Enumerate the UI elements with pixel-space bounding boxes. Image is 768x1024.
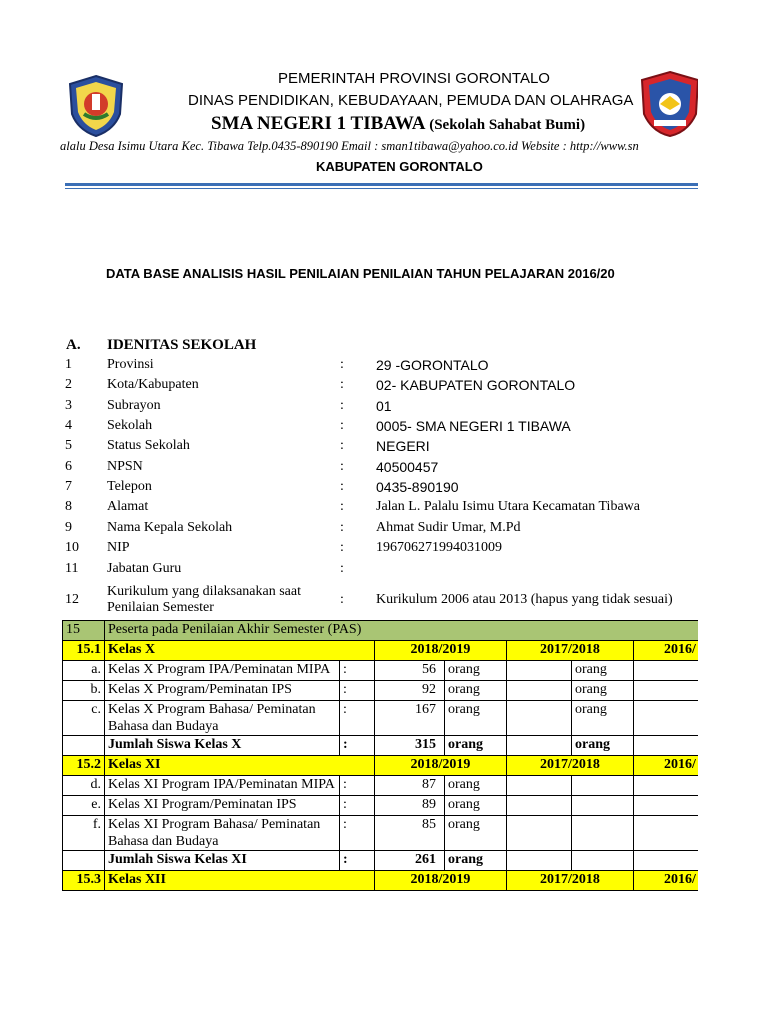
group-header-row — [63, 871, 699, 891]
total-colon: : — [340, 736, 375, 756]
row-unit: orang — [445, 796, 507, 816]
pas-header-row — [63, 621, 699, 641]
identity-row — [0, 520, 698, 540]
row-empty — [507, 661, 572, 681]
group-label: Kelas XII — [105, 871, 375, 891]
row-empty — [634, 796, 699, 816]
row-colon: : — [340, 776, 375, 796]
total-empty — [634, 851, 699, 871]
header-school-name — [211, 113, 698, 135]
group-header-row — [63, 641, 699, 661]
total-empty — [507, 736, 572, 756]
identity-row — [0, 499, 698, 519]
identity-number: 6 — [65, 459, 72, 474]
identity-label: Kota/Kabupaten — [107, 377, 199, 392]
row-unit: orang — [445, 681, 507, 701]
group-number: 15.2 — [63, 756, 105, 776]
row-colon: : — [340, 661, 375, 681]
row-unit: orang — [572, 681, 634, 701]
identity-colon: : — [340, 479, 344, 494]
year-header: 2018/2019 — [375, 871, 507, 891]
row-value: 56 — [375, 661, 445, 681]
identity-label: NIP — [107, 540, 130, 555]
identity-colon: : — [340, 499, 344, 514]
row-empty — [634, 681, 699, 701]
identity-number: 9 — [65, 520, 72, 535]
total-empty — [63, 851, 105, 871]
year-header: 2017/2018 — [507, 756, 634, 776]
row-empty — [507, 816, 572, 851]
row-letter: e. — [63, 796, 105, 816]
group-header-row — [63, 756, 699, 776]
identity-colon: : — [340, 459, 344, 474]
row-colon: : — [340, 681, 375, 701]
identity-number: 8 — [65, 499, 72, 514]
identity-number: 4 — [65, 418, 72, 433]
school-tagline: (Sekolah Sahabat Bumi) — [429, 117, 586, 133]
row-letter: a. — [63, 661, 105, 681]
total-label: Jumlah Siswa Kelas XI — [105, 851, 340, 871]
row-unit: orang — [572, 661, 634, 681]
identity-label: Jabatan Guru — [107, 561, 182, 576]
identity-number: 3 — [65, 398, 72, 413]
total-empty — [507, 851, 572, 871]
row-empty — [507, 701, 572, 736]
participant-table — [62, 620, 698, 891]
total-value: 261 — [375, 851, 445, 871]
year-header: 2018/2019 — [375, 641, 507, 661]
row-value: 89 — [375, 796, 445, 816]
table-row — [63, 796, 699, 816]
section-title: IDENITAS SEKOLAH — [107, 337, 257, 353]
header-divider — [65, 183, 698, 186]
total-unit — [572, 851, 634, 871]
identity-row — [0, 459, 698, 479]
year-header: 2016/ — [634, 871, 699, 891]
header-regency: KABUPATEN GORONTALO — [316, 159, 483, 174]
row-unit: orang — [572, 701, 634, 736]
identity-label: NPSN — [107, 459, 143, 474]
identity-number: 7 — [65, 479, 72, 494]
pas-label: Peserta pada Penilaian Akhir Semester (PAS) — [105, 621, 699, 641]
document-title: DATA BASE ANALISIS HASIL PENILAIAN PENILAIAN TAHUN PELAJARAN 2016/20 — [106, 266, 615, 281]
table-row — [63, 661, 699, 681]
row-colon: : — [340, 796, 375, 816]
total-unit: orang — [572, 736, 634, 756]
identity-row — [0, 398, 698, 418]
header-government-line: PEMERINTAH PROVINSI GORONTALO — [278, 70, 550, 87]
identity-label: Status Sekolah — [107, 438, 190, 453]
identity-number: 1 — [65, 357, 72, 372]
year-header: 2018/2019 — [375, 756, 507, 776]
identity-value: 196706271994031009 — [376, 540, 502, 555]
total-unit: orang — [445, 851, 507, 871]
identity-label: Sekolah — [107, 418, 153, 433]
total-unit: orang — [445, 736, 507, 756]
row-unit: orang — [445, 816, 507, 851]
row-unit — [572, 776, 634, 796]
row-label: Kelas X Program/Peminatan IPS — [105, 681, 340, 701]
identity-value: 02- KABUPATEN GORONTALO — [376, 377, 576, 393]
row-empty — [507, 681, 572, 701]
total-row — [63, 736, 699, 756]
identity-value: 0005- SMA NEGERI 1 TIBAWA — [376, 418, 571, 434]
row-label: Kelas X Program IPA/Peminatan MIPA — [105, 661, 340, 681]
row-value: 87 — [375, 776, 445, 796]
identity-label: Kurikulum yang dilaksanakan saat Penilaian Semester — [107, 584, 302, 615]
row-value: 167 — [375, 701, 445, 736]
row-colon: : — [340, 701, 375, 736]
identity-label: Telepon — [107, 479, 152, 494]
identity-value: 29 -GORONTALO — [376, 357, 489, 373]
identity-value: NEGERI — [376, 438, 430, 454]
identity-value: 0435-890190 — [376, 479, 459, 495]
identity-value: Jalan L. Palalu Isimu Utara Kecamatan Tibawa — [376, 499, 640, 514]
row-value: 85 — [375, 816, 445, 851]
province-crest-logo — [66, 74, 126, 138]
identity-row — [0, 377, 698, 397]
row-label: Kelas XI Program Bahasa/ Peminatan Bahasa dan Budaya — [105, 816, 340, 851]
identity-number: 2 — [65, 377, 72, 392]
row-letter: b. — [63, 681, 105, 701]
identity-row — [0, 357, 698, 377]
pas-number: 15 — [63, 621, 105, 641]
table-row — [63, 776, 699, 796]
header-divider-thin — [65, 188, 698, 189]
identity-number: 12 — [65, 592, 79, 607]
identity-colon: : — [340, 418, 344, 433]
identity-label: Alamat — [107, 499, 149, 514]
identity-colon: : — [340, 520, 344, 535]
row-empty — [634, 701, 699, 736]
table-row — [63, 816, 699, 851]
section-letter: A. — [66, 337, 81, 353]
identity-row — [0, 479, 698, 499]
identity-number: 10 — [65, 540, 79, 555]
identity-colon: : — [340, 592, 344, 607]
header-address-line: alalu Desa Isimu Utara Kec. Tibawa Telp.0435-890190 Email : sman1tibawa@yahoo.co.id Website : http://www.sn — [60, 139, 639, 153]
identity-number: 5 — [65, 438, 72, 453]
row-value: 92 — [375, 681, 445, 701]
row-empty — [634, 776, 699, 796]
row-empty — [634, 661, 699, 681]
identity-label: Subrayon — [107, 398, 161, 413]
row-label: Kelas XI Program/Peminatan IPS — [105, 796, 340, 816]
identity-colon: : — [340, 561, 344, 576]
group-number: 15.1 — [63, 641, 105, 661]
identity-row — [0, 561, 698, 581]
identity-colon: : — [340, 398, 344, 413]
header-department-line: DINAS PENDIDIKAN, KEBUDAYAAN, PEMUDA DAN OLAHRAGA — [188, 92, 634, 109]
identity-label: Nama Kepala Sekolah — [107, 520, 233, 535]
identity-colon: : — [340, 438, 344, 453]
row-letter: c. — [63, 701, 105, 736]
year-header: 2016/ — [634, 756, 699, 776]
identity-value: Ahmat Sudir Umar, M.Pd — [376, 520, 521, 535]
identity-colon: : — [340, 377, 344, 392]
school-name: SMA NEGERI 1 TIBAWA — [211, 113, 425, 134]
row-empty — [507, 776, 572, 796]
row-unit: orang — [445, 776, 507, 796]
identity-number: 11 — [65, 561, 79, 576]
group-label: Kelas XI — [105, 756, 375, 776]
row-colon: : — [340, 816, 375, 851]
total-colon: : — [340, 851, 375, 871]
table-row — [63, 681, 699, 701]
row-letter: f. — [63, 816, 105, 851]
row-label: Kelas X Program Bahasa/ Peminatan Bahasa dan Budaya — [105, 701, 340, 736]
row-unit — [572, 816, 634, 851]
year-header: 2017/2018 — [507, 871, 634, 891]
identity-row — [0, 584, 698, 615]
table-row — [63, 701, 699, 736]
identity-colon: : — [340, 540, 344, 555]
identity-label: Provinsi — [107, 357, 154, 372]
row-unit: orang — [445, 701, 507, 736]
identity-colon: : — [340, 357, 344, 372]
identity-value: 01 — [376, 398, 392, 414]
row-letter: d. — [63, 776, 105, 796]
total-label: Jumlah Siswa Kelas X — [105, 736, 340, 756]
identity-row — [0, 418, 698, 438]
group-number: 15.3 — [63, 871, 105, 891]
identity-row — [0, 540, 698, 560]
identity-value: Kurikulum 2006 atau 2013 (hapus yang tidak sesuai) — [376, 592, 673, 607]
total-value: 315 — [375, 736, 445, 756]
total-empty — [634, 736, 699, 756]
total-row — [63, 851, 699, 871]
row-label: Kelas XI Program IPA/Peminatan MIPA — [105, 776, 340, 796]
group-label: Kelas X — [105, 641, 375, 661]
identity-row — [0, 438, 698, 458]
row-unit: orang — [445, 661, 507, 681]
row-empty — [507, 796, 572, 816]
year-header: 2016/ — [634, 641, 699, 661]
row-empty — [634, 816, 699, 851]
total-empty — [63, 736, 105, 756]
year-header: 2017/2018 — [507, 641, 634, 661]
identity-value: 40500457 — [376, 459, 439, 475]
row-unit — [572, 796, 634, 816]
